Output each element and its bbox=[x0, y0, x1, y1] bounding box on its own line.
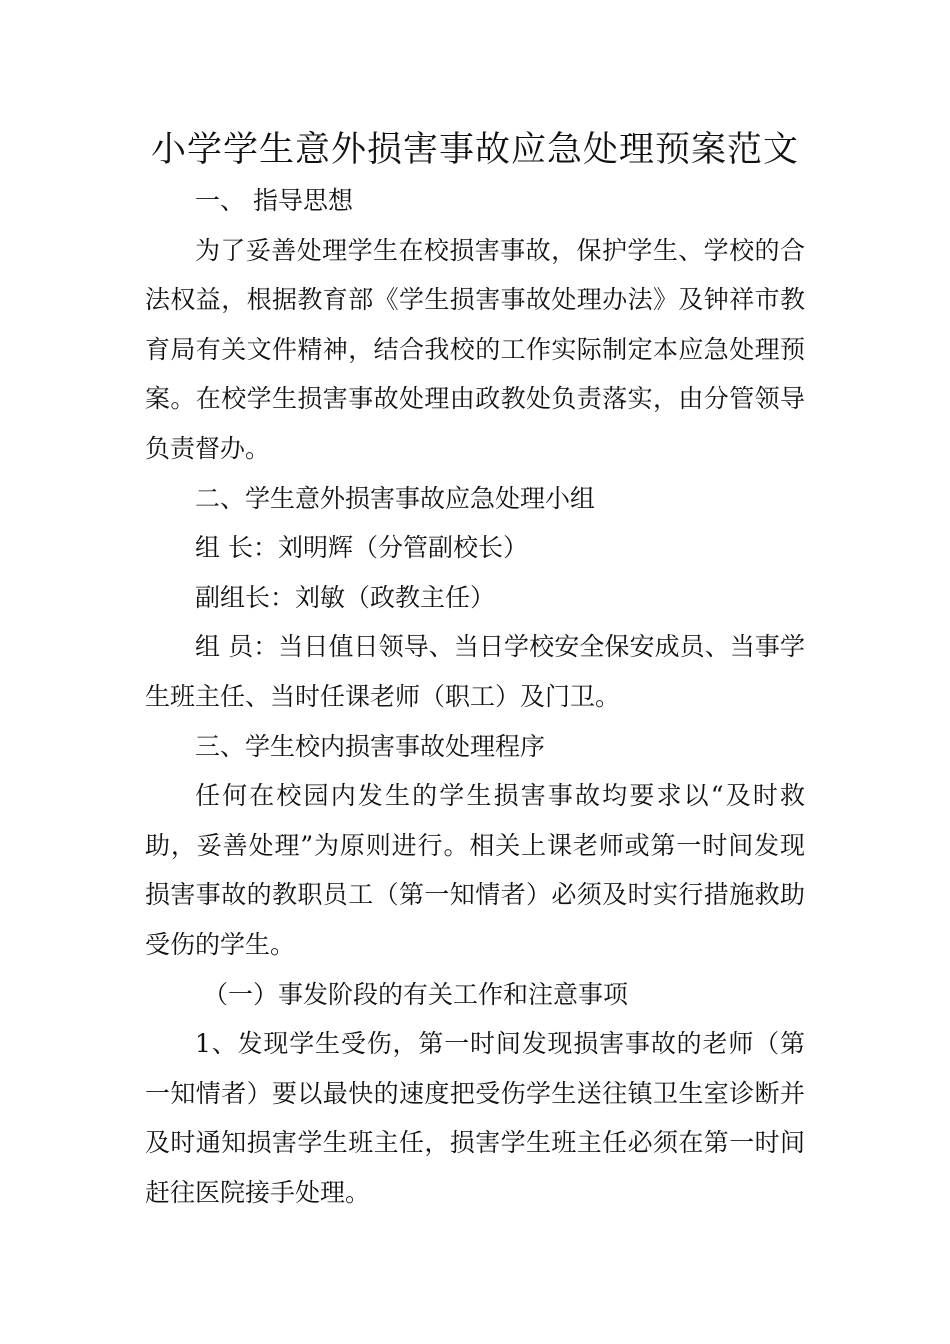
deputy-leader-line: 副组长：刘敏（政教主任） bbox=[195, 582, 496, 612]
paragraph-step-1: 1、发现学生受伤，第一时间发现损害事故的老师（第一知情者）要以最快的速度把受伤学生送往镇卫生室诊断并及时通知损害学生班主任，损害学生班主任必须在第一时间赶往医院接手处理。 bbox=[145, 1029, 805, 1207]
team-leader-line: 组 长：刘明辉（分管副校长） bbox=[195, 533, 528, 563]
paragraph-principle: 任何在校园内发生的学生损害事故均要求以“及时救助，妥善处理”为原则进行。相关上课老师或第一时间发现损害事故的教职员工（第一知情者）必须及时实行措施救助受伤的学生。 bbox=[145, 781, 805, 959]
section-heading-procedure: 三、学生校内损害事故处理程序 bbox=[195, 731, 546, 761]
section-heading-response-team: 二、学生意外损害事故应急处理小组 bbox=[195, 483, 596, 513]
document-body bbox=[145, 176, 805, 1217]
paragraph-purpose: 为了妥善处理学生在校损害事故，保护学生、学校的合法权益，根据教育部《学生损害事故处理办法》及钟祥市教育局有关文件精神，结合我校的工作实际制定本应急处理预案。在校学生损害事故处理由政教处负责落实，由分管领导负责督办。 bbox=[145, 235, 805, 463]
document-title: 小学学生意外损害事故应急处理预案范文 bbox=[150, 130, 799, 170]
team-members-line: 组 员：当日值日领导、当日学校安全保安成员、当事学生班主任、当时任课老师（职工）及门卫。 bbox=[145, 632, 805, 711]
section-heading-guiding-ideology: 一、 指导思想 bbox=[195, 186, 353, 215]
subsection-heading-incident-stage: （一）事发阶段的有关工作和注意事项 bbox=[203, 979, 629, 1009]
